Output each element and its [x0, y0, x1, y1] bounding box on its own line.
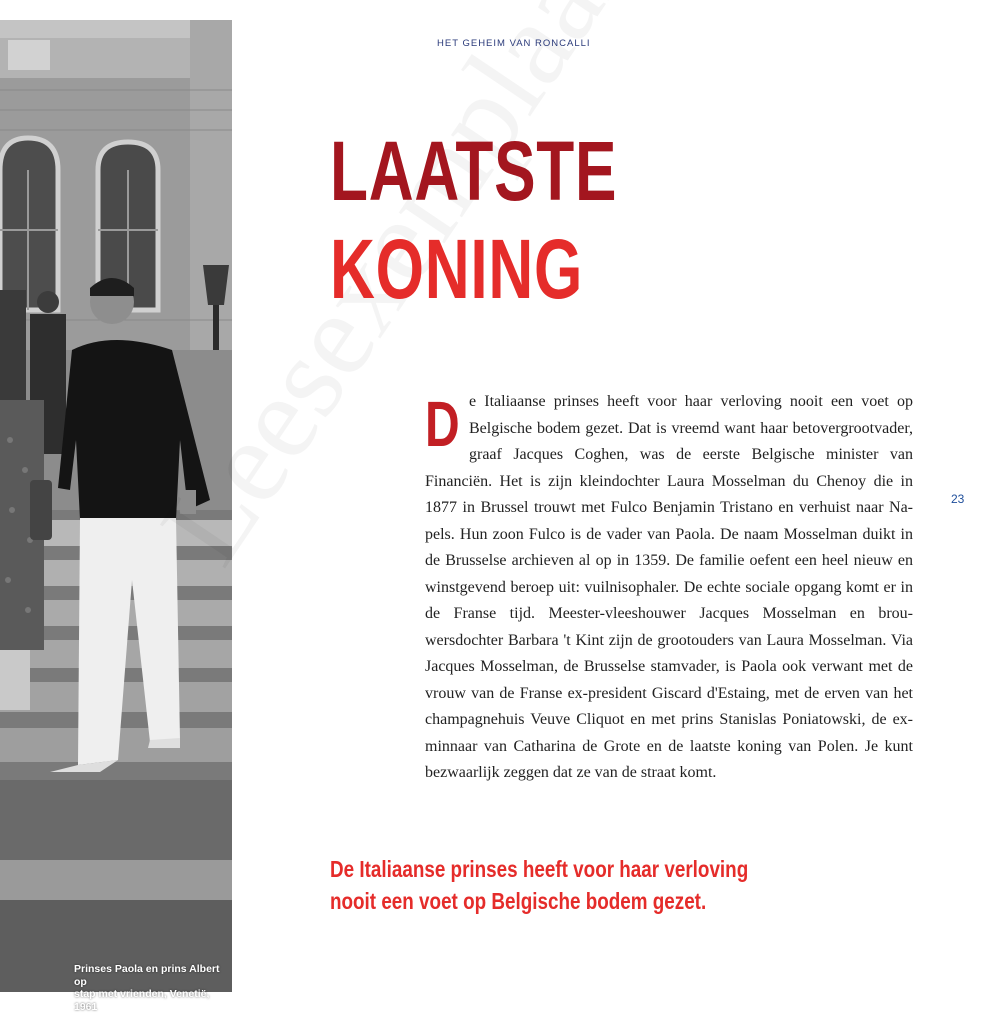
photo-caption [74, 963, 234, 1013]
pull-quote [330, 853, 749, 917]
pull-quote-line2: nooit een voet op Belgische bodem gezet. [330, 888, 707, 914]
chapter-title-line2: KONING [330, 222, 584, 316]
chapter-title [330, 122, 617, 318]
photo-panel [0, 20, 232, 1013]
running-header: HET GEHEIM VAN RONCALLI [437, 38, 591, 49]
black-white-photo [0, 20, 232, 992]
drop-cap: D [425, 388, 460, 460]
body-paragraph-text: e Italiaanse prinses heeft voor haar verloving nooit een voet op Belgische bodem gezet. Dat is vreemd want haar betovergrootvader, graaf Jacques Coghen, was de eerste Belgische minister van Financiën. Het is zijn kleindochter Laura Mosselman du Chenoy die in 1877 in Brussel trouwt met Fulco Benjamin Tristano en verhuist naar Napels. Hun zoon Fulco is de vader van Paola. De naam Mosselman duikt in de Brusselse archieven al op in 1359. De familie oefent een heel nieuw en winstgevend beroep uit: vuilnisophaler. De echte sociale opgang komt er in de Franse tijd. Meester-vleeshouwer Jacques Mosselman en brouwersdochter Barbara 't Kint zijn de grootouders van Laura Mosselman. Via Jacques Mosselman, de Brusselse stamvader, is Paola ook verwant met de vrouw van de Franse ex-president Giscard d'Estaing, met de erven van het champagnehuis Veuve Cliquot en met prins Stanislas Poniatowski, de ex-minnaar van Catharina de Grote en de laatste koning van Polen. Je kunt bezwaarlijk zeggen dat ze van de straat komt. [425, 393, 913, 781]
photo-caption-line1: Prinses Paola en prins Albert op [74, 963, 220, 988]
photo-caption-line2: stap met vrienden, Venetië, 1961 [74, 988, 210, 1013]
chapter-title-line1: LAATSTE [330, 124, 618, 218]
page-number: 23 [951, 492, 965, 506]
body-paragraph [425, 389, 913, 787]
pull-quote-line1: De Italiaanse prinses heeft voor haar verloving [330, 856, 749, 882]
